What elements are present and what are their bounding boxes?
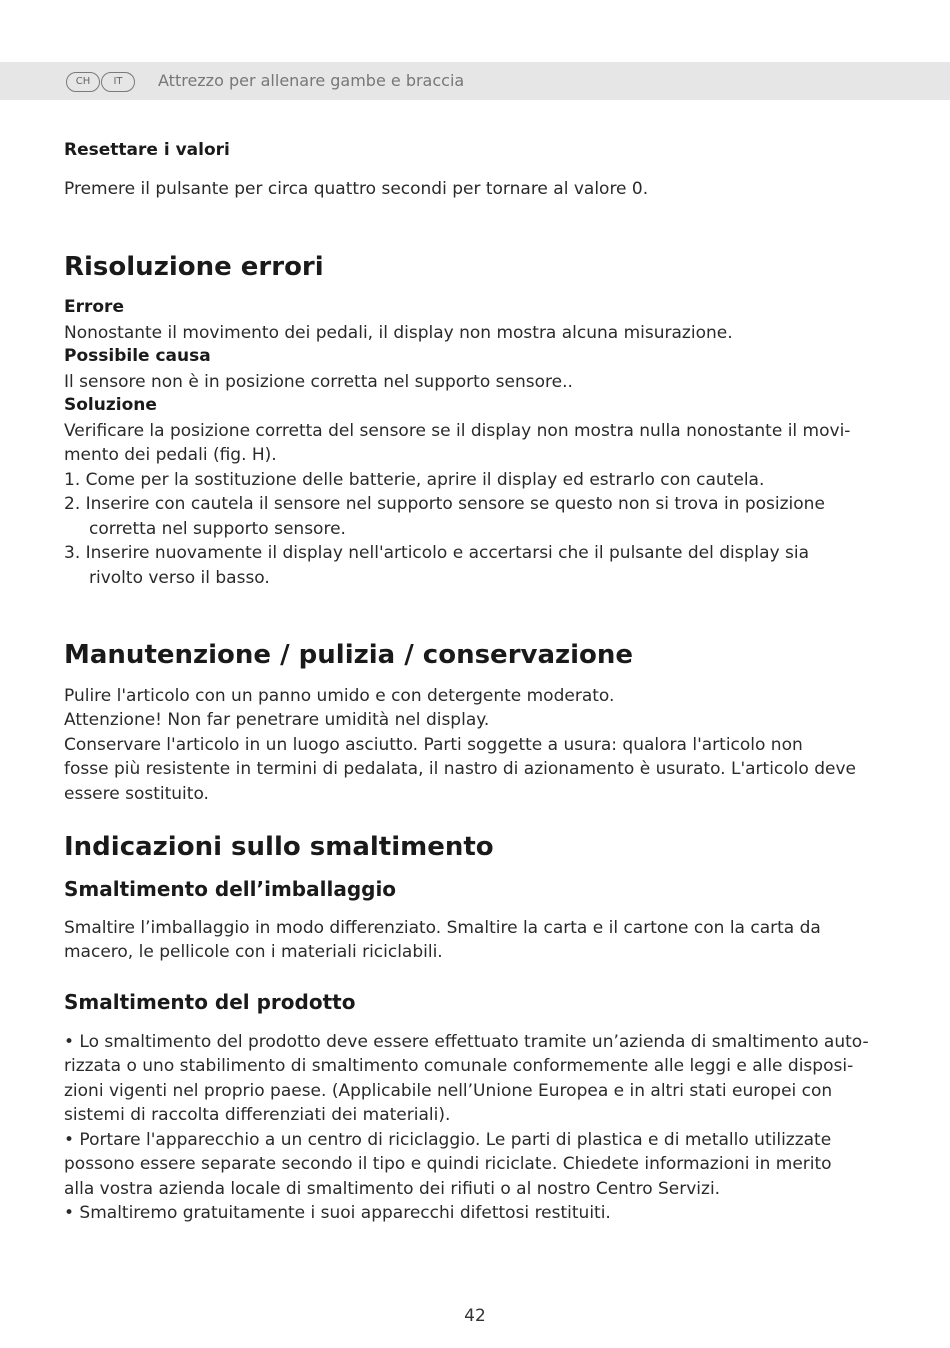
product-line: • Smaltiremo gratuitamente i suoi apparecchi difettosi restituiti. bbox=[64, 1203, 611, 1223]
product-line: zioni vigenti nel proprio paese. (Applicabile nell’Unione Europea e in altri stati europei con bbox=[64, 1081, 833, 1101]
maintenance-line: Conservare l'articolo in un luogo asciutto. Parti soggette a usura: qualora l'articolo non bbox=[64, 735, 803, 755]
solution-line: mento dei pedali (fig. H). bbox=[64, 445, 277, 465]
step-line: 1. Come per la sostituzione delle batterie, aprire il display ed estrarlo con cautela. bbox=[64, 470, 765, 490]
disposal-heading: Indicazioni sullo smaltimento bbox=[64, 832, 494, 862]
country-badge-ch: CH bbox=[66, 72, 100, 92]
reset-heading: Resettare i valori bbox=[64, 140, 230, 160]
product-line: • Portare l'apparecchio a un centro di riciclaggio. Le parti di plastica e di metallo utilizzate bbox=[64, 1130, 832, 1150]
product-line: sistemi di raccolta differenziati dei materiali). bbox=[64, 1105, 451, 1125]
product-heading: Smaltimento del prodotto bbox=[64, 990, 356, 1014]
product-line: alla vostra azienda locale di smaltimento dei rifiuti o al nostro Centro Servizi. bbox=[64, 1179, 721, 1199]
language-badge-it: IT bbox=[101, 72, 135, 92]
error-label: Errore bbox=[64, 297, 124, 317]
product-line: rizzata o uno stabilimento di smaltimento comunale conformemente alle leggi e alle disposi- bbox=[64, 1056, 854, 1076]
error-text: Nonostante il movimento dei pedali, il display non mostra alcuna misurazione. bbox=[64, 323, 733, 343]
solution-label: Soluzione bbox=[64, 395, 157, 415]
step-line: corretta nel supporto sensore. bbox=[89, 519, 346, 539]
step-line: 3. Inserire nuovamente il display nell'articolo e accertarsi che il pulsante del display sia bbox=[64, 543, 810, 563]
product-line: • Lo smaltimento del prodotto deve essere effettuato tramite un’azienda di smaltimento auto- bbox=[64, 1032, 869, 1052]
cause-text: Il sensore non è in posizione corretta nel supporto sensore.. bbox=[64, 372, 573, 392]
packaging-line: macero, le pellicole con i materiali riciclabili. bbox=[64, 942, 443, 962]
header-band bbox=[0, 62, 950, 100]
packaging-line: Smaltire l’imballaggio in modo differenziato. Smaltire la carta e il cartone con la carta da bbox=[64, 918, 821, 938]
solution-line: Verificare la posizione corretta del sensore se il display non mostra nulla nonostante il movi- bbox=[64, 421, 851, 441]
maintenance-heading: Manutenzione / pulizia / conservazione bbox=[64, 640, 634, 670]
maintenance-line: essere sostituito. bbox=[64, 784, 209, 804]
page-number: 42 bbox=[464, 1306, 486, 1326]
packaging-heading: Smaltimento dell’imballaggio bbox=[64, 877, 397, 901]
product-line: possono essere separate secondo il tipo e quindi riciclate. Chiedete informazioni in merito bbox=[64, 1154, 832, 1174]
step-line: 2. Inserire con cautela il sensore nel supporto sensore se questo non si trova in posizione bbox=[64, 494, 825, 514]
maintenance-line: Pulire l'articolo con un panno umido e con detergente moderato. bbox=[64, 686, 615, 706]
maintenance-line: fosse più resistente in termini di pedalata, il nastro di azionamento è usurato. L'articolo deve bbox=[64, 759, 856, 779]
troubleshooting-heading: Risoluzione errori bbox=[64, 252, 324, 282]
step-line: rivolto verso il basso. bbox=[89, 568, 270, 588]
maintenance-line: Attenzione! Non far penetrare umidità nel display. bbox=[64, 710, 490, 730]
header-title: Attrezzo per allenare gambe e braccia bbox=[158, 71, 465, 90]
cause-label: Possibile causa bbox=[64, 346, 211, 366]
reset-text: Premere il pulsante per circa quattro secondi per tornare al valore 0. bbox=[64, 179, 649, 199]
